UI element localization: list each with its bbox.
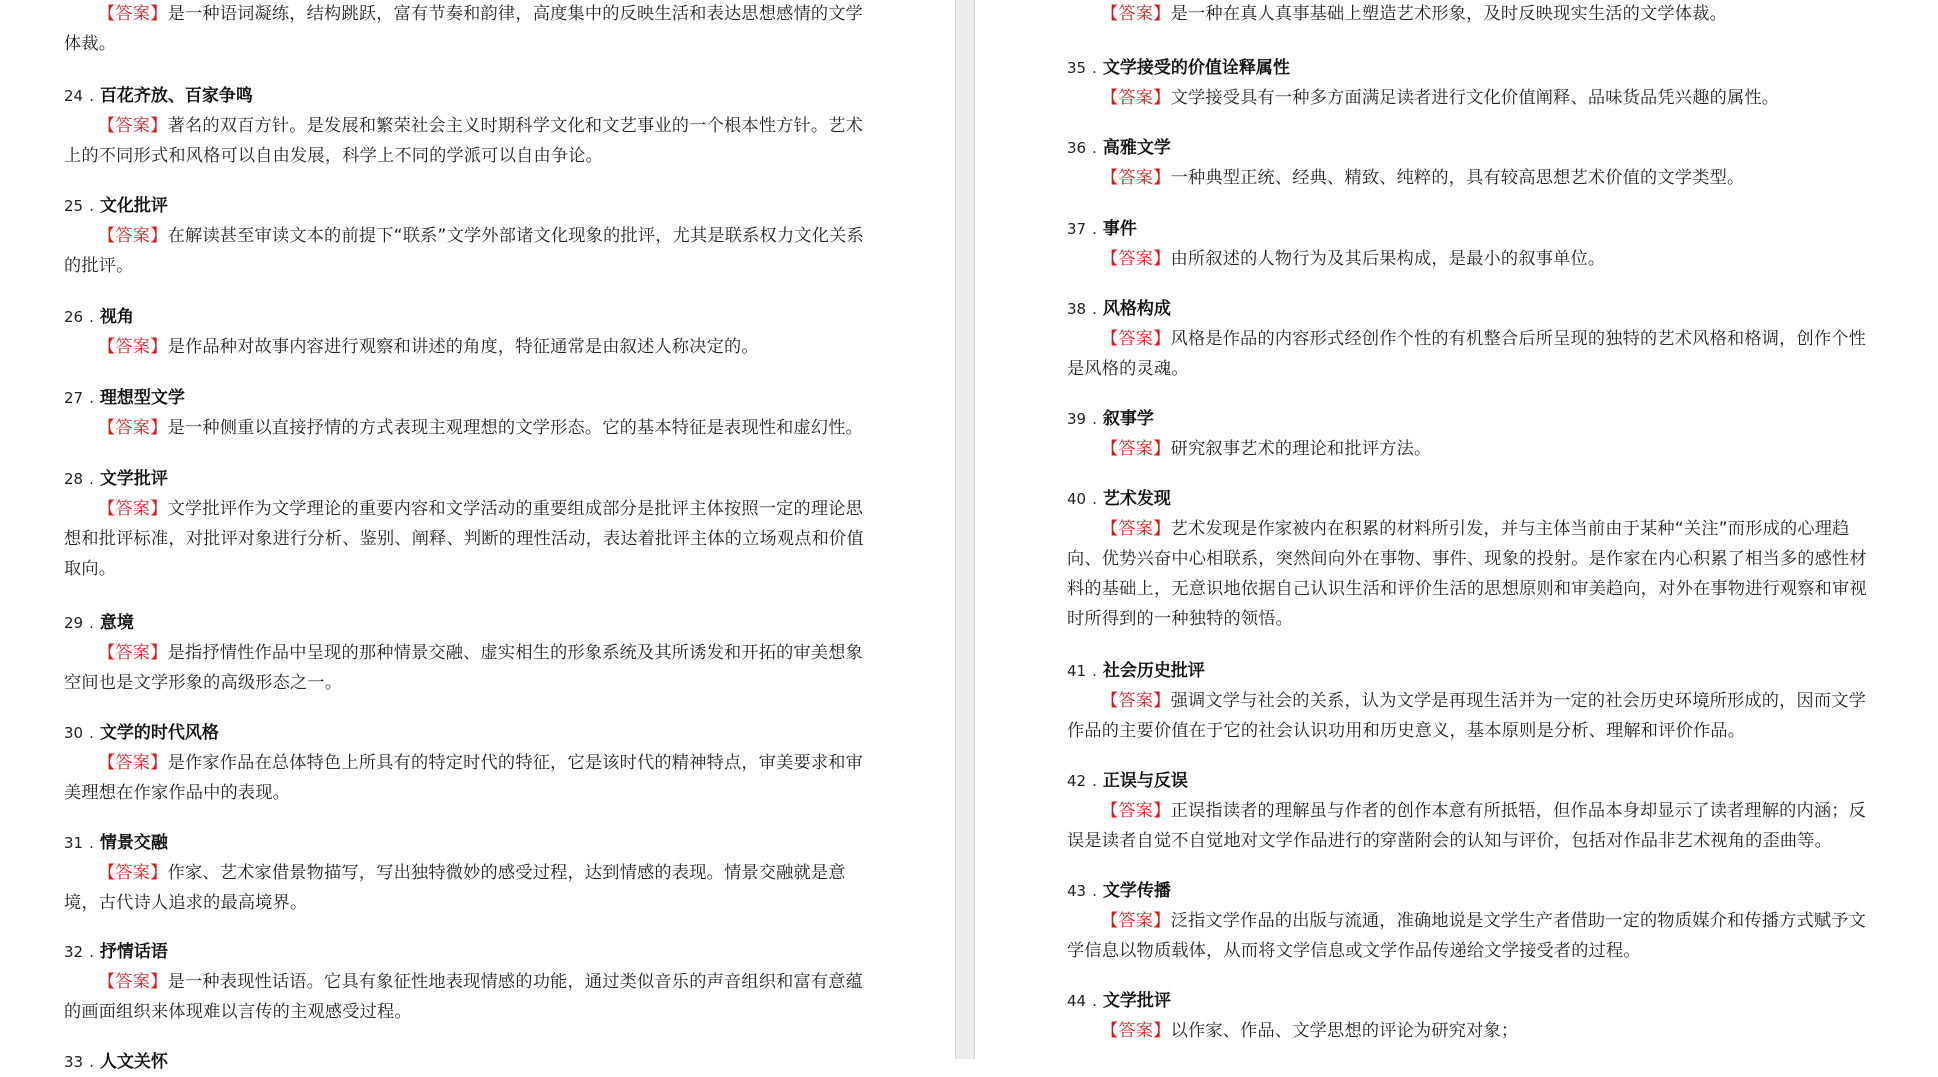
entry-number: 26 — [64, 308, 84, 326]
glossary-entry — [1067, 0, 1878, 29]
entry-number: 35 — [1067, 59, 1087, 77]
entry-answer — [1067, 686, 1878, 746]
glossary-entry — [1067, 484, 1878, 634]
answer-text: 是作品种对故事内容进行观察和讲述的角度，特征通常是由叙述人称决定的。 — [167, 337, 759, 357]
entry-number: 25 — [64, 197, 84, 215]
answer-text: 是指抒情性作品中呈现的那种情景交融、虚实相生的形象系统及其所诱发和开拓的审美想象空间也是文学形象的高级形态之一。 — [64, 643, 864, 693]
entry-heading — [64, 828, 872, 858]
entry-answer — [1067, 906, 1878, 966]
entry-dot: . — [89, 197, 94, 215]
entry-answer — [1067, 244, 1878, 274]
entry-dot: . — [1092, 662, 1097, 680]
answer-tag: 【答案】 — [1101, 1021, 1171, 1041]
entry-heading — [1067, 404, 1878, 434]
entry-dot: . — [1092, 220, 1097, 238]
answer-tag: 【答案】 — [1101, 691, 1171, 711]
answer-text: 是一种表现性话语。它具有象征性地表现情感的功能，通过类似音乐的声音组织和富有意蕴的画面组织来体现难以言传的主观感受过程。 — [64, 972, 864, 1022]
entry-term: 百花齐放、百家争鸣 — [99, 86, 253, 106]
answer-text: 是一种在真人真事基础上塑造艺术形象，及时反映现实生活的文学体裁。 — [1170, 4, 1727, 24]
entry-heading — [64, 302, 872, 332]
answer-tag: 【答案】 — [98, 643, 168, 663]
entry-number: 32 — [64, 943, 84, 961]
answer-tag: 【答案】 — [1101, 4, 1171, 24]
entry-answer — [64, 858, 872, 918]
entry-term: 视角 — [99, 307, 134, 327]
entry-dot: . — [89, 1053, 94, 1071]
entry-term: 社会历史批评 — [1102, 661, 1205, 681]
answer-text: 艺术发现是作家被内在积累的材料所引发，并与主体当前由于某种“关注”而形成的心理趋向、优势兴奋中心相联系，突然间向外在事物、事件、现象的投射。是作家在内心积累了相当多的感性材料的基础上，无意识地依据自己认识生活和评价生活的思想原则和审美趋向，对外在事物进行观察和审视时所得到的一种独特的领悟。 — [1067, 519, 1867, 629]
entry-number: 43 — [1067, 882, 1087, 900]
entry-heading — [1067, 53, 1878, 83]
answer-tag: 【答案】 — [1101, 801, 1171, 821]
glossary-entry — [64, 191, 872, 281]
entry-term: 文学批评 — [1102, 991, 1171, 1011]
entry-answer — [64, 748, 872, 808]
entry-term: 抒情话语 — [99, 942, 168, 962]
glossary-entry — [64, 718, 872, 808]
entry-dot: . — [1092, 139, 1097, 157]
answer-tag: 【答案】 — [1101, 911, 1171, 931]
entry-dot: . — [89, 834, 94, 852]
entry-heading — [64, 718, 872, 748]
answer-text: 泛指文学作品的出版与流通，准确地说是文学生产者借助一定的物质媒介和传播方式赋予文学信息以物质载体，从而将文学信息或文学作品传递给文学接受者的过程。 — [1067, 911, 1867, 961]
glossary-entry — [1067, 986, 1878, 1046]
glossary-entry — [64, 464, 872, 584]
glossary-entry — [1067, 656, 1878, 746]
entry-heading — [1067, 214, 1878, 244]
answer-text: 以作家、作品、文学思想的评论为研究对象； — [1170, 1021, 1519, 1041]
answer-text: 一种典型正统、经典、精致、纯粹的，具有较高思想艺术价值的文学类型。 — [1170, 168, 1745, 188]
entry-answer — [1067, 796, 1878, 856]
entry-answer — [1067, 434, 1878, 464]
entry-dot: . — [89, 308, 94, 326]
entry-term: 风格构成 — [1102, 299, 1171, 319]
entry-heading — [1067, 484, 1878, 514]
entry-number: 36 — [1067, 139, 1087, 157]
entry-heading — [64, 937, 872, 967]
entry-number: 29 — [64, 614, 84, 632]
entry-term: 理想型文学 — [99, 388, 185, 408]
entry-heading — [1067, 294, 1878, 324]
page-right — [975, 0, 1938, 1059]
entry-answer — [1067, 0, 1878, 29]
entry-number: 24 — [64, 87, 84, 105]
entry-number: 27 — [64, 389, 84, 407]
entry-dot: . — [89, 87, 94, 105]
entry-term: 正误与反误 — [1102, 771, 1188, 791]
entry-dot: . — [1092, 992, 1097, 1010]
entry-number: 40 — [1067, 490, 1087, 508]
entry-heading — [64, 608, 872, 638]
answer-text: 著名的双百方针。是发展和繁荣社会主义时期科学文化和文艺事业的一个根本性方针。艺术上的不同形式和风格可以自由发展，科学上不同的学派可以自由争论。 — [64, 116, 864, 166]
answer-text: 正误指读者的理解虽与作者的创作本意有所抵牾，但作品本身却显示了读者理解的内涵；反误是读者自觉不自觉地对文学作品进行的穿凿附会的认知与评价，包括对作品非艺术视角的歪曲等。 — [1067, 801, 1867, 851]
entry-heading — [1067, 766, 1878, 796]
entry-heading — [64, 383, 872, 413]
entry-dot: . — [89, 943, 94, 961]
answer-text: 是一种侧重以直接抒情的方式表现主观理想的文学形态。它的基本特征是表现性和虚幻性。 — [167, 418, 864, 438]
answer-tag: 【答案】 — [98, 499, 168, 519]
entry-answer — [64, 111, 872, 171]
entry-dot: . — [1092, 772, 1097, 790]
answer-text: 是一种语词凝练，结构跳跃，富有节奏和韵律，高度集中的反映生活和表达思想感情的文学体裁。 — [64, 4, 864, 54]
glossary-entry — [64, 1047, 872, 1077]
entry-heading — [1067, 133, 1878, 163]
entry-dot: . — [89, 389, 94, 407]
entry-dot: . — [89, 470, 94, 488]
entry-dot: . — [89, 614, 94, 632]
answer-text: 研究叙事艺术的理论和批评方法。 — [1170, 439, 1432, 459]
entry-heading — [64, 81, 872, 111]
entry-number: 44 — [1067, 992, 1087, 1010]
answer-text: 风格是作品的内容形式经创作个性的有机整合后所呈现的独特的艺术风格和格调，创作个性是风格的灵魂。 — [1067, 329, 1867, 379]
entry-term: 文学的时代风格 — [99, 723, 219, 743]
entry-dot: . — [89, 724, 94, 742]
answer-text: 强调文学与社会的关系，认为文学是再现生活并为一定的社会历史环境所形成的，因而文学作品的主要价值在于它的社会认识功用和历史意义，基本原则是分析、理解和评价作品。 — [1067, 691, 1867, 741]
answer-tag: 【答案】 — [1101, 168, 1171, 188]
answer-tag: 【答案】 — [98, 972, 168, 992]
glossary-entry — [64, 828, 872, 918]
page-left — [0, 0, 955, 1072]
entry-answer — [64, 494, 872, 584]
entry-term: 文学接受的价值诠释属性 — [1102, 58, 1290, 78]
glossary-entry — [64, 383, 872, 443]
answer-tag: 【答案】 — [98, 226, 168, 246]
answer-tag: 【答案】 — [1101, 88, 1171, 108]
answer-tag: 【答案】 — [1101, 249, 1171, 269]
answer-text: 文学接受具有一种多方面满足读者进行文化价值阐释、品味货品凭兴趣的属性。 — [1170, 88, 1780, 108]
entry-term: 文学批评 — [99, 469, 168, 489]
entry-number: 31 — [64, 834, 84, 852]
glossary-entry — [1067, 214, 1878, 274]
answer-tag: 【答案】 — [98, 116, 168, 136]
entry-dot: . — [1092, 300, 1097, 318]
entry-dot: . — [1092, 410, 1097, 428]
entry-heading — [1067, 876, 1878, 906]
entry-number: 39 — [1067, 410, 1087, 428]
entry-dot: . — [1092, 490, 1097, 508]
entry-answer — [64, 0, 872, 59]
answer-tag: 【答案】 — [1101, 329, 1171, 349]
entry-term: 叙事学 — [1102, 409, 1154, 429]
glossary-entry — [1067, 876, 1878, 966]
glossary-entry — [64, 302, 872, 362]
entry-term: 事件 — [1102, 219, 1137, 239]
entry-number: 38 — [1067, 300, 1087, 318]
entry-term: 情景交融 — [99, 833, 168, 853]
glossary-entry — [1067, 294, 1878, 384]
entry-number: 30 — [64, 724, 84, 742]
glossary-entry — [64, 608, 872, 698]
entry-answer — [64, 638, 872, 698]
answer-text: 由所叙述的人物行为及其后果构成，是最小的叙事单位。 — [1170, 249, 1606, 269]
answer-tag: 【答案】 — [98, 4, 168, 24]
entry-number: 42 — [1067, 772, 1087, 790]
entry-number: 33 — [64, 1053, 84, 1071]
entry-term: 文化批评 — [99, 196, 168, 216]
answer-tag: 【答案】 — [98, 753, 168, 773]
entry-heading — [64, 191, 872, 221]
entry-term: 意境 — [99, 613, 134, 633]
answer-text: 作家、艺术家借景物描写，写出独特微妙的感受过程，达到情感的表现。情景交融就是意境，古代诗人追求的最高境界。 — [64, 863, 846, 913]
page-gutter — [955, 0, 975, 1059]
entry-term: 文学传播 — [1102, 881, 1171, 901]
entry-number: 28 — [64, 470, 84, 488]
entry-heading — [64, 464, 872, 494]
glossary-entry — [1067, 404, 1878, 464]
answer-text: 在解读甚至审读文本的前提下“联系”文学外部诸文化现象的批评，尤其是联系权力文化关系的批评。 — [64, 226, 864, 276]
entry-answer — [1067, 1016, 1878, 1046]
entry-answer — [1067, 83, 1878, 113]
entry-answer — [64, 413, 872, 443]
glossary-entry — [64, 937, 872, 1027]
entry-answer — [64, 221, 872, 281]
entry-answer — [1067, 163, 1878, 193]
entry-term: 艺术发现 — [1102, 489, 1171, 509]
entry-heading — [1067, 656, 1878, 686]
entry-term: 人文关怀 — [99, 1052, 168, 1072]
answer-tag: 【答案】 — [98, 418, 168, 438]
entry-number: 37 — [1067, 220, 1087, 238]
entry-heading — [1067, 986, 1878, 1016]
answer-tag: 【答案】 — [1101, 519, 1171, 539]
answer-text: 文学批评作为文学理论的重要内容和文学活动的重要组成部分是批评主体按照一定的理论思想和批评标准，对批评对象进行分析、鉴别、阐释、判断的理性活动，表达着批评主体的立场观点和价值取向。 — [64, 499, 864, 579]
entry-number: 41 — [1067, 662, 1087, 680]
glossary-entry — [1067, 766, 1878, 856]
glossary-entry — [64, 0, 872, 59]
entry-heading — [64, 1047, 872, 1077]
entry-answer — [64, 967, 872, 1027]
answer-text: 是作家作品在总体特色上所具有的特定时代的特征，它是该时代的精神特点，审美要求和审美理想在作家作品中的表现。 — [64, 753, 864, 803]
entry-term: 高雅文学 — [1102, 138, 1171, 158]
answer-tag: 【答案】 — [1101, 439, 1171, 459]
answer-tag: 【答案】 — [98, 863, 168, 883]
entry-answer — [64, 332, 872, 362]
entry-dot: . — [1092, 882, 1097, 900]
entry-answer — [1067, 324, 1878, 384]
entry-answer — [1067, 514, 1878, 634]
entry-dot: . — [1092, 59, 1097, 77]
glossary-entry — [1067, 53, 1878, 113]
glossary-entry — [1067, 133, 1878, 193]
glossary-entry — [64, 81, 872, 171]
answer-tag: 【答案】 — [98, 337, 168, 357]
